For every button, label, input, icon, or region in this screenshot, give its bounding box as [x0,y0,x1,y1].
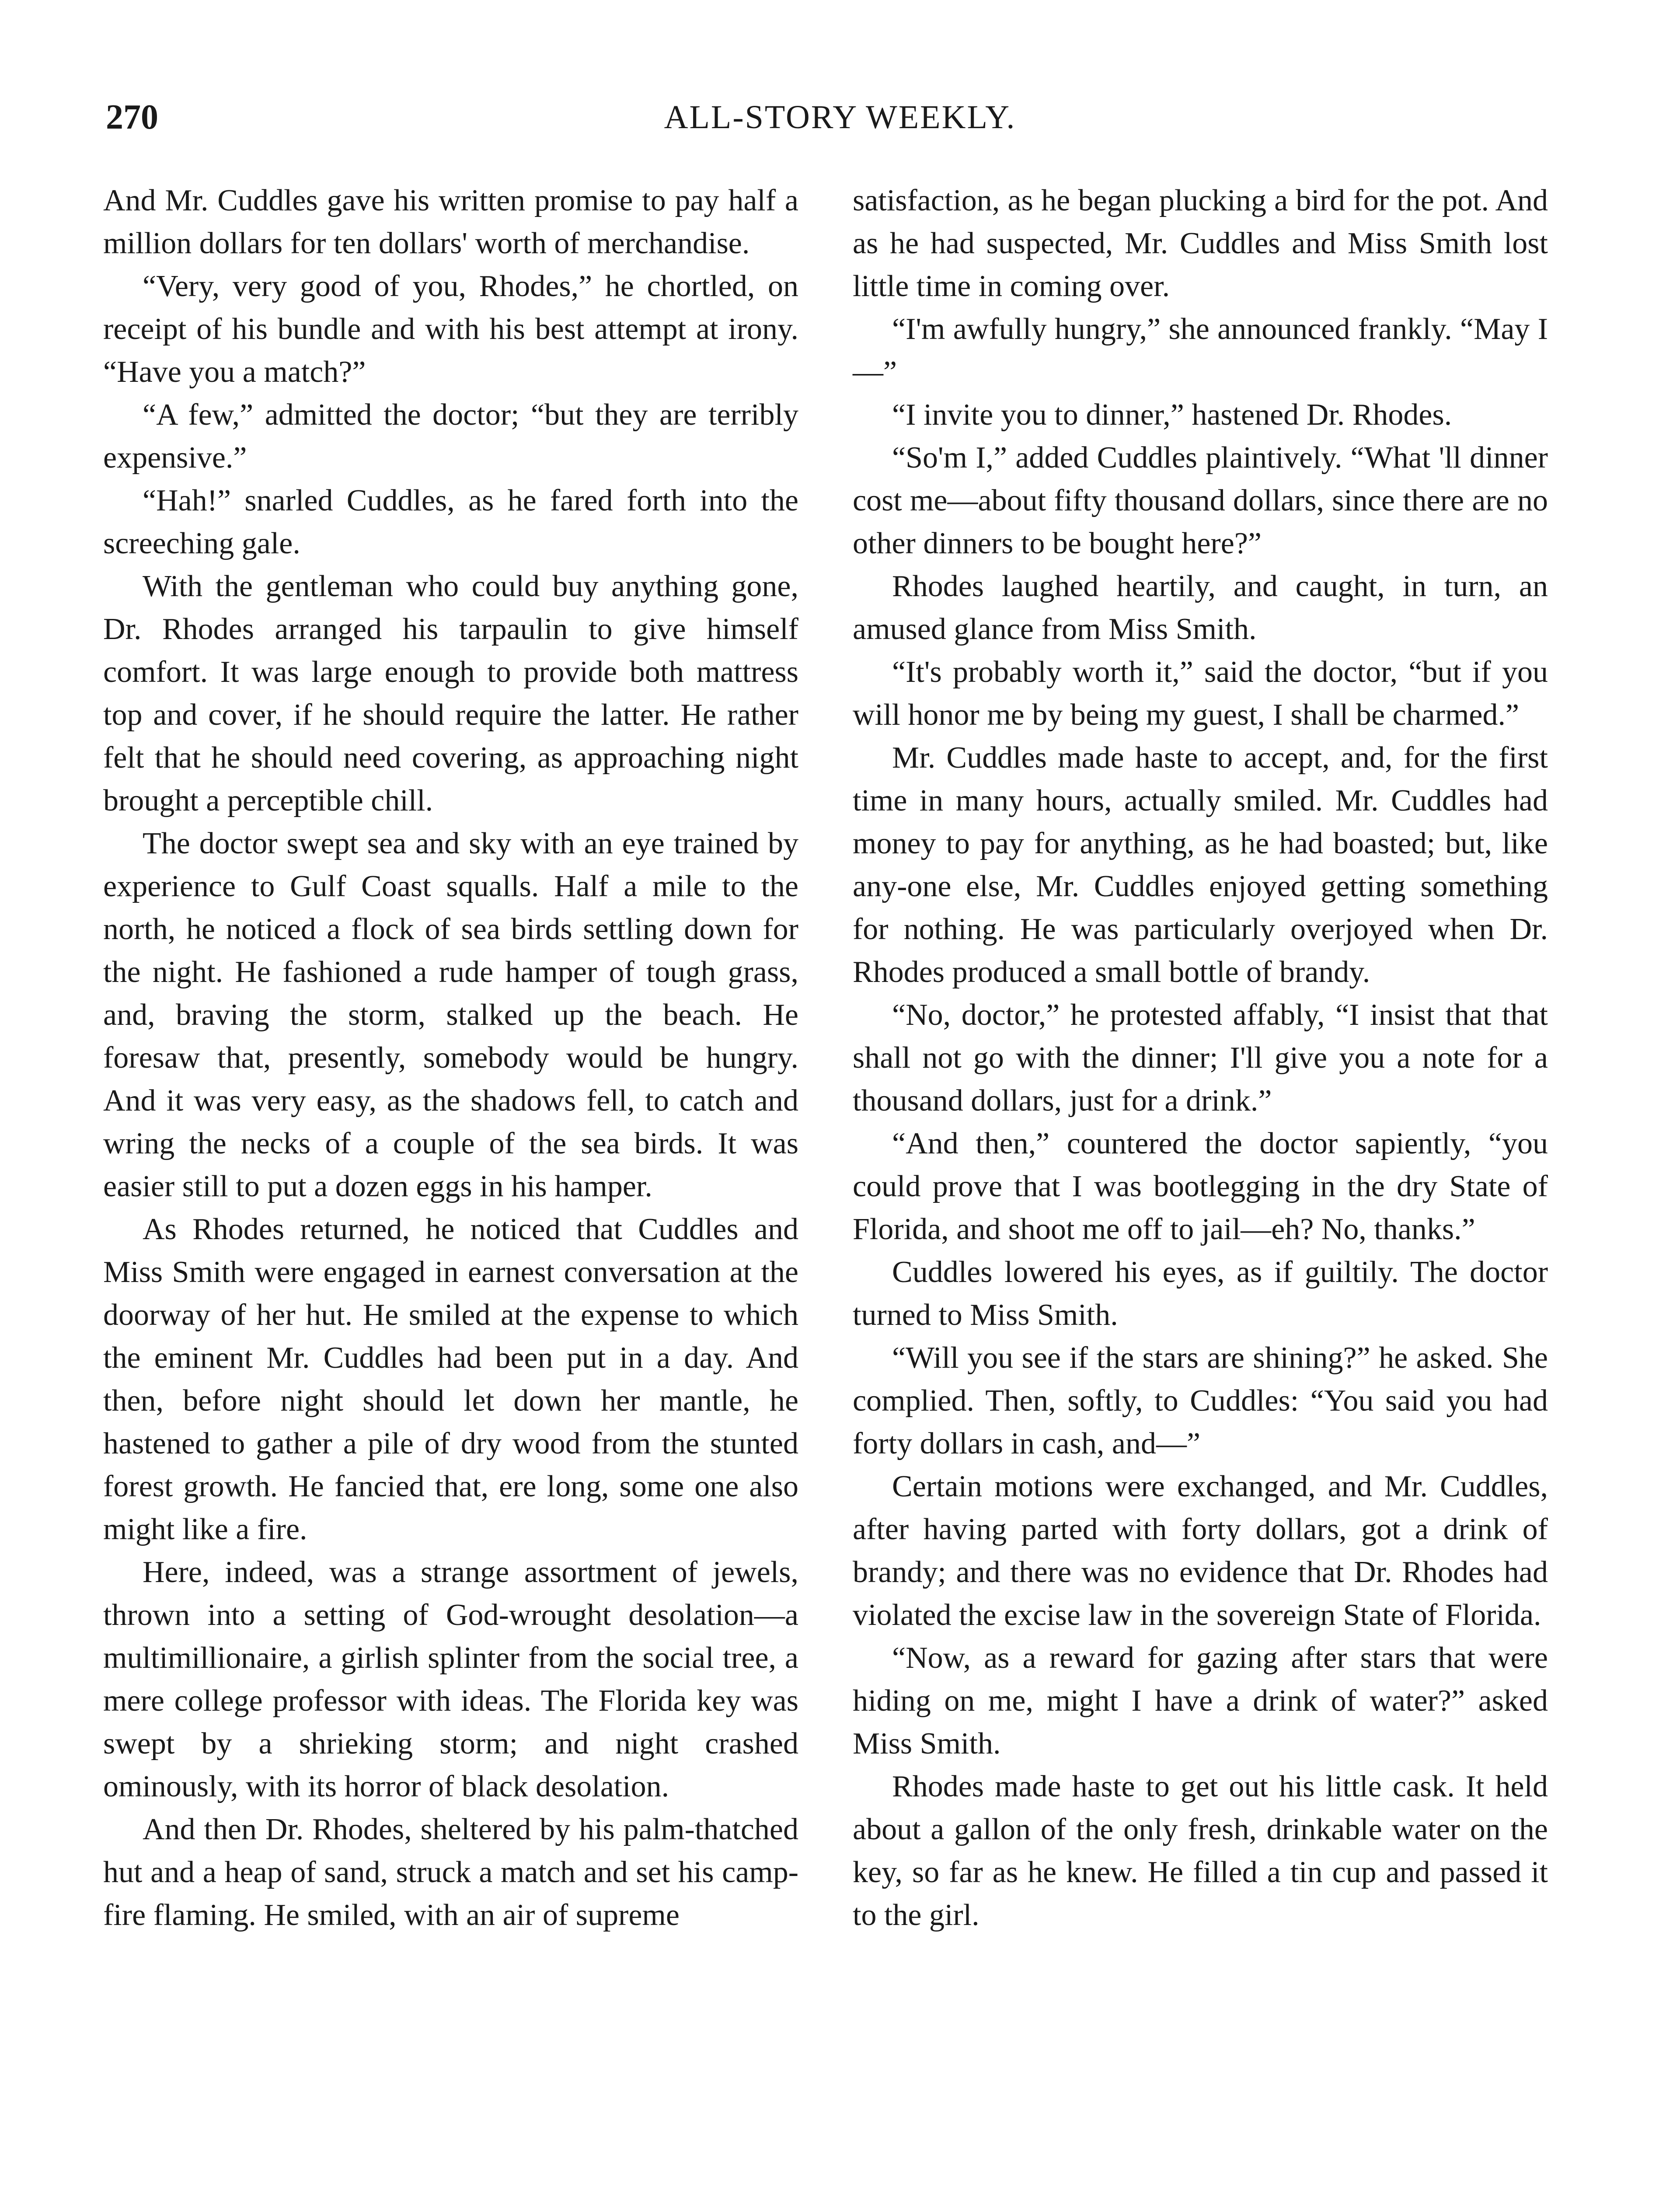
paragraph: satisfaction, as he began plucking a bird for the pot. And as he had suspected, Mr. Cuddles and Miss Smith lost little time in coming over. [853,184,1548,303]
paragraph: Cuddles lowered his eyes, as if guiltily. The doctor turned to Miss Smith. [853,1255,1548,1332]
paragraph: “Now, as a reward for gazing after stars that were hiding on me, might I have a drink of water?” asked Miss Smith. [853,1641,1548,1761]
page-number: 270 [106,98,158,136]
paragraph: “I'm awfully hungry,” she announced frankly. “May I—” [853,312,1548,389]
running-head: ALL-STORY WEEKLY. [664,99,1016,136]
paragraph: “Will you see if the stars are shining?” he asked. She complied. Then, softly, to Cuddles: “You said you had forty dollars in cash, and—” [853,1341,1548,1460]
paragraph: Rhodes laughed heartily, and caught, in turn, an amused glance from Miss Smith. [853,569,1548,646]
paragraph: With the gentleman who could buy anything gone, Dr. Rhodes arranged his tarpaulin to give himself comfort. It was large enough to provide both mattress top and cover, if he should require the latter. He rather felt that he should need covering, as approaching night brought a perceptible chill. [103,569,798,818]
paragraph: “And then,” countered the doctor sapiently, “you could prove that I was bootlegging in the dry State of Florida, and shoot me off to jail—eh? No, thanks.” [853,1127,1548,1246]
paragraph: “Hah!” snarled Cuddles, as he fared forth into the screeching gale. [103,484,798,560]
paragraph: The doctor swept sea and sky with an eye trained by experience to Gulf Coast squalls. Half a mile to the north, he noticed a flock of sea birds settling down for the night. He fashioned a rude hamper of tough grass, and, braving the storm, stalked up the beach. He foresaw that, presently, somebody would be hungry. And it was very easy, as the shadows fell, to catch and wring the necks of a couple of the sea birds. It was easier still to put a dozen eggs in his hamper. [103,827,798,1203]
paragraph: Mr. Cuddles made haste to accept, and, for the first time in many hours, actually smiled. Mr. Cuddles had money to pay for anything, as he had boasted; but, like any-one else, Mr. Cuddles enjoyed getting something for nothing. He was particularly overjoyed when Dr. Rhodes produced a small bottle of brandy. [853,741,1548,989]
paragraph: Rhodes made haste to get out his little cask. It held about a gallon of the only fresh, drinkable water on the key, so far as he knew. He filled a tin cup and passed it to the girl. [853,1770,1548,1932]
paragraph: Certain motions were exchanged, and Mr. Cuddles, after having parted with forty dollars, got a drink of brandy; and there was no evidence that Dr. Rhodes had violated the excise law in the sovereign State of Florida. [853,1470,1548,1632]
paragraph: As Rhodes returned, he noticed that Cuddles and Miss Smith were engaged in earnest conversation at the doorway of her hut. He smiled at the expense to which the eminent Mr. Cuddles had been put in a day. And then, before night should let down her mantle, he hastened to gather a pile of dry wood from the stunted forest growth. He fancied that, ere long, some one also might like a fire. [103,1212,798,1546]
paragraph: And then Dr. Rhodes, sheltered by his palm-thatched hut and a heap of sand, struck a match and set his camp-fire flaming. He smiled, with an air of supreme [103,1813,798,1932]
paragraph: “Very, very good of you, Rhodes,” he chortled, on receipt of his bundle and with his best attempt at irony. “Have you a match?” [103,269,798,389]
paragraph: “So'm I,” added Cuddles plaintively. “What 'll dinner cost me—about fifty thousand dollars, since there are no other dinners to be bought here?” [853,441,1548,560]
paragraph: And Mr. Cuddles gave his written promise to pay half a million dollars for ten dollars' worth of merchandise. [103,184,798,260]
paragraph: “I invite you to dinner,” hastened Dr. Rhodes. [892,398,1452,432]
right-column [853,179,1548,1937]
paragraph: Here, indeed, was a strange assortment of jewels, thrown into a setting of God-wrought desolation—a multimillionaire, a girlish splinter from the social tree, a mere college professor with ideas. The Florida key was swept by a shrieking storm; and night crashed ominously, with its horror of black desolation. [103,1555,798,1803]
paragraph: “It's probably worth it,” said the doctor, “but if you will honor me by being my guest, I shall be charmed.” [853,655,1548,732]
left-column [103,179,798,1937]
paragraph: “A few,” admitted the doctor; “but they are terribly expensive.” [103,398,798,475]
paragraph: “No, doctor,” he protested affably, “I insist that that shall not go with the dinner; I'll give you a note for a thousand dollars, just for a drink.” [853,998,1548,1118]
